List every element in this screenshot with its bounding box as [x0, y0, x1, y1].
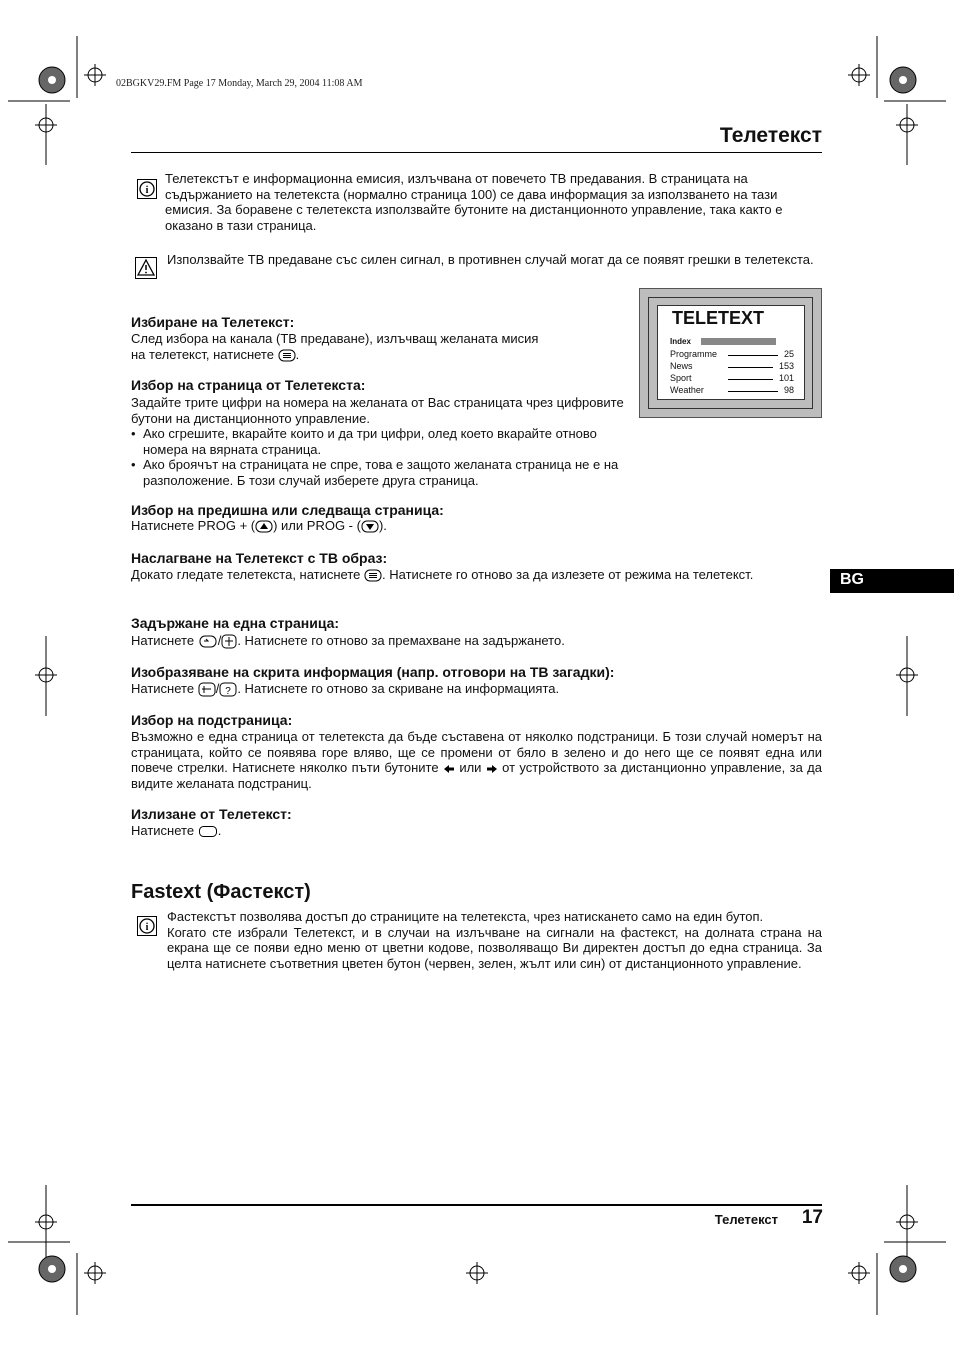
teletext-row-label: Sport: [670, 373, 692, 383]
reveal-icon: [198, 682, 216, 697]
svg-text:?: ?: [225, 686, 232, 698]
arrow-left-icon: [443, 764, 455, 774]
teletext-title: TELETEXT: [672, 308, 765, 328]
prevnext-text: ) или PROG - (: [273, 518, 361, 533]
page-number: 17: [801, 1207, 823, 1228]
section-heading: Излизане от Телетекст:: [131, 806, 292, 822]
intro-info-text: Телетекстът е информационна емисия, излъчвана от повечето ТВ предавания. В страницата на съдържанието на телетекста (нормално страница 100) се дава информация за използването на тази емисия. За боравене с телетекста използвайте бутоните на дистанционното управление, така както е оказано в тази страница.: [165, 171, 783, 233]
select-line2: на телетекст, натиснете: [131, 346, 274, 362]
hold-text: . Натиснете го отново за премахване на задържането.: [237, 633, 565, 648]
warning-icon: [135, 257, 157, 284]
info-icon: [137, 179, 157, 199]
registration-rosette-icon: [887, 64, 919, 96]
crosshair-icon: [848, 64, 870, 86]
warning-text: Използвайте ТВ предаване със силен сигнал, в противнен случай могат да се появят грешки в телетекста.: [167, 252, 814, 267]
teletext-row-label: News: [670, 361, 693, 371]
crosshair-icon: [466, 1262, 488, 1284]
header-rule: [131, 152, 822, 153]
crosshair-icon: [84, 1262, 106, 1284]
teletext-button-icon: [278, 349, 296, 362]
prog-down-icon: [361, 520, 379, 533]
teletext-row-value: 25: [783, 349, 794, 359]
page-text: Задайте трите цифри на номера на желаната от Вас страницата чрез цифровите бутони на дистанционното управление.: [131, 395, 624, 426]
crosshair-icon: [896, 114, 918, 136]
prevnext-text: ).: [378, 518, 387, 533]
hold-text: Натиснете: [131, 633, 195, 648]
subpage-text: или: [459, 760, 482, 775]
list-item: • Ако броячът на страницата не спре, това е защото желаната страница не е на разположение. Б този случай изберете друга страница.: [131, 457, 619, 488]
registration-rosette-icon: [36, 64, 68, 96]
exit-text: .: [217, 823, 222, 838]
teletext-button-icon: [364, 569, 382, 582]
section-heading: Избиране на Телетекст:: [131, 314, 295, 330]
page-title: Телетекст: [719, 124, 822, 147]
tv-button-icon: [198, 825, 218, 838]
prog-up-icon: [255, 520, 273, 533]
language-tab: BG: [830, 569, 954, 593]
teletext-row-value: 153: [778, 361, 794, 371]
teletext-screen: [639, 288, 822, 418]
section-heading: Задържане на една страница:: [131, 615, 340, 631]
svg-text:i: i: [145, 185, 149, 196]
overlay-text: Докато гледате телетекста, натиснете: [131, 567, 361, 582]
section-heading: Наслагване на Телетекст с ТВ образ:: [131, 550, 388, 566]
info-icon: [137, 916, 157, 936]
teletext-row-value: 101: [778, 373, 794, 383]
hold-alt-icon: [221, 634, 237, 649]
crosshair-icon: [35, 1211, 57, 1233]
teletext-row-value: 98: [783, 385, 794, 395]
prevnext-text: Натиснете PROG + (: [131, 518, 256, 533]
subpage-text: Възможно е една страница от телетекста да бъде съставена от няколко подстраници. Б този случай номерът на страницата, който се появява горе вляво, ще се промени от бяло в зелено и до него ще се появят една или повече стрелки. Натиснете няколко пъти бутоните: [131, 729, 822, 775]
overlay-text: . Натиснете го отново за да излезете от режима на телетекст.: [382, 567, 754, 582]
fastext-paragraph: Фастекстът позволява достъп до страниците на телетекста, чрез натискането само на един бутоп.: [167, 909, 764, 924]
footer-rule: [131, 1204, 822, 1206]
question-icon: [219, 682, 237, 697]
select-line2-end: .: [295, 346, 300, 362]
subpage-text: от устройството за дистанционно управление, за да видите желаната подстраниц.: [131, 760, 822, 791]
fastext-heading: Fastext (Фастекст): [131, 881, 311, 903]
hold-icon: [198, 634, 218, 649]
section-heading: Избор на подстраница:: [131, 712, 293, 728]
section-heading: Избор на страница от Телетекста:: [131, 377, 366, 393]
crosshair-icon: [35, 664, 57, 686]
crosshair-icon: [84, 64, 106, 86]
section-heading: Изобразяване на скрита информация (напр. отговори на ТВ загадки):: [131, 664, 615, 680]
svg-text:i: i: [145, 922, 149, 933]
teletext-row-label: Programme: [670, 349, 718, 359]
crosshair-icon: [35, 114, 57, 136]
footer-label: Телетекст: [714, 1212, 778, 1227]
select-line1: След избора на канала (ТВ предаване), излъчващ желаната мисия: [131, 331, 539, 346]
arrow-right-icon: [486, 764, 498, 774]
reveal-text: . Натиснете го отново за скриване на информацията.: [237, 681, 560, 696]
reveal-text: Натиснете: [131, 681, 195, 696]
registration-rosette-icon: [36, 1253, 68, 1285]
section-heading: Избор на предишна или следваща страница:: [131, 502, 444, 518]
print-info: 02BGKV29.FM Page 17 Monday, March 29, 2004 11:08 AM: [116, 78, 363, 89]
exit-text: Натиснете: [131, 823, 195, 838]
crosshair-icon: [896, 664, 918, 686]
crosshair-icon: [848, 1262, 870, 1284]
crosshair-icon: [896, 1211, 918, 1233]
teletext-index-label: Index: [670, 337, 691, 346]
teletext-row-label: Weather: [670, 385, 704, 395]
fastext-paragraph: Когато сте избрали Телетекст, и в случаи на излъчване на сигнали на фастекст, на долната страна на екрана ще се появи едно меню от цветни кодове, позволяващо Ви директен достъп до една страница. За целта натиснете съответния цветен бутон (червен, зелен, жълт или син) от дистанционното управление.: [167, 924, 822, 971]
list-item: • Ако сгрешите, вкарайте които и да три цифри, олед което вкарайте отново номера на вярната страница.: [131, 426, 597, 457]
registration-rosette-icon: [887, 1253, 919, 1285]
